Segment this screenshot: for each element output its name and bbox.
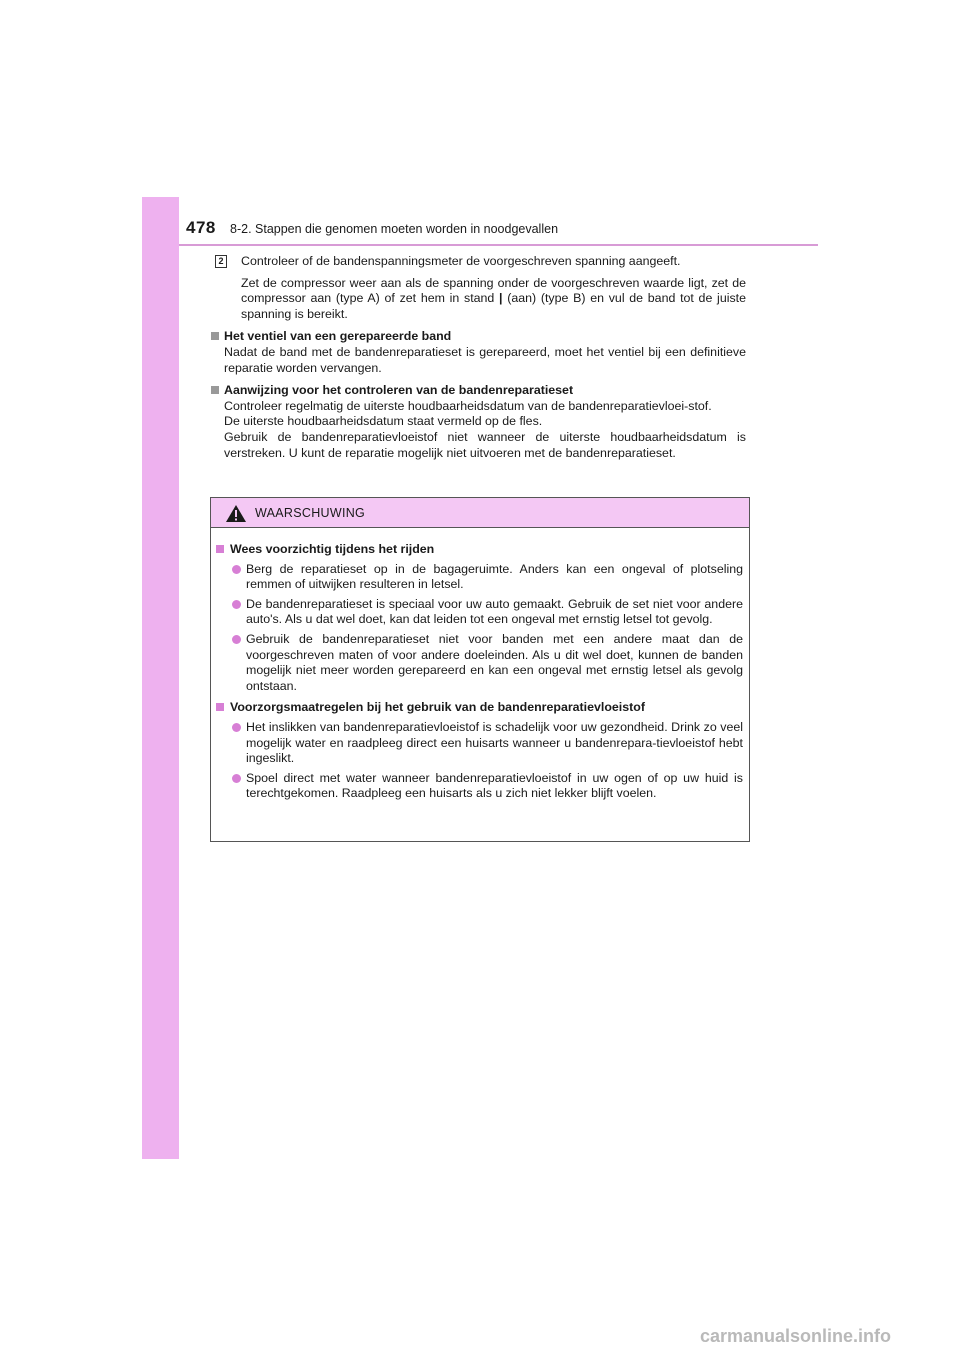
- step-detail-before: Zet de compressor weer aan als de spanning onder de voorgeschreven waarde ligt, zet de compressor aan (type A) of zet hem in stand: [241, 275, 746, 306]
- switch-on-symbol: |: [499, 291, 503, 306]
- header-rule: [179, 244, 818, 246]
- step-text: Controleer of de bandenspanningsmeter de voorgeschreven spanning aangeeft.: [241, 254, 681, 268]
- warning-triangle-icon: [225, 504, 247, 528]
- section-body-check-3: Gebruik de bandenreparatievloeistof niet wanneer de uiterste houdbaarheidsdatum is verstreken. U kunt de reparatie mogelijk niet uitvoeren met de bandenreparatieset.: [224, 429, 746, 460]
- warning-square-icon: [216, 545, 224, 553]
- section-body-check-1: Controleer regelmatig de uiterste houdbaarheidsdatum van de bandenreparatievloei-stof.: [224, 398, 712, 413]
- bullet-dot-icon: [232, 600, 241, 609]
- step-2: [211, 254, 746, 270]
- bullet-dot-icon: [232, 723, 241, 732]
- bullet-dot-icon: [232, 774, 241, 783]
- bullet-dot-icon: [232, 635, 241, 644]
- warning-bullet: [216, 632, 743, 694]
- section-body-valve: Nadat de band met de bandenreparatieset is gerepareerd, moet het ventiel bij een definitieve reparatie worden vervangen.: [224, 344, 746, 375]
- section-title: 8-2. Stappen die genomen moeten worden in noodgevallen: [230, 222, 559, 236]
- warning-box: [210, 497, 750, 842]
- warning-group-title: Voorzorgsmaatregelen bij het gebruik van de bandenreparatievloeistof: [230, 700, 645, 715]
- section-square-icon: [211, 332, 219, 340]
- warning-bullet: [216, 771, 743, 802]
- main-content: [211, 254, 746, 461]
- warning-square-icon: [216, 703, 224, 711]
- step-detail: [211, 276, 746, 323]
- bullet-text: De bandenreparatieset is speciaal voor uw auto gemaakt. Gebruik de set niet voor andere auto's. Als u dat wel doet, kan dat leiden tot een ongeval met ernstig letsel tot gevolg.: [246, 596, 743, 627]
- warning-group-heading: [216, 700, 743, 716]
- page-number: 478: [186, 218, 216, 237]
- bullet-dot-icon: [232, 565, 241, 574]
- step-number: 2: [215, 255, 227, 268]
- bullet-text: Spoel direct met water wanneer bandenreparatievloeistof in uw ogen of op uw huid is terechtgekomen. Raadpleeg een huisarts als u zich niet lekker blijft voelen.: [246, 770, 743, 801]
- warning-bullet: [216, 562, 743, 593]
- section-title-text: Het ventiel van een gerepareerde band: [224, 329, 452, 344]
- warning-group-heading: [216, 542, 743, 558]
- section-body-check-2: De uiterste houdbaarheidsdatum staat vermeld op de fles.: [224, 414, 543, 429]
- bullet-text: Gebruik de bandenreparatieset niet voor banden met een andere maat dan de voorgeschreven maten of voor andere doeleinden. Als u dit wel doet, kunnen de banden mogelijk niet meer worden gerepareerd en kan een ongeval met ernstig letsel als gevolg ontstaan.: [246, 631, 743, 693]
- step-detail-after: (aan) (type B) en vul de band tot de juiste spanning is bereikt.: [241, 291, 746, 321]
- warning-bullet: [216, 720, 743, 767]
- watermark-link[interactable]: carmanualsonline.info: [700, 1326, 892, 1346]
- warning-header: [211, 498, 749, 528]
- section-title-text: Aanwijzing voor het controleren van de bandenreparatieset: [224, 383, 574, 398]
- warning-body: [211, 528, 749, 802]
- bullet-text: Het inslikken van bandenreparatievloeistof is schadelijk voor uw gezondheid. Drink zo veel mogelijk water en raadpleeg direct een huisarts wanneer u bandenrepara-tievloeistof hebt ingeslikt.: [246, 719, 743, 766]
- chapter-side-band: [142, 197, 179, 1159]
- bullet-text: Berg de reparatieset op in de bagageruimte. Anders kan een ongeval of plotseling remmen of uitwijken resulteren in letsel.: [246, 561, 743, 592]
- section-heading-check: [211, 383, 746, 399]
- warning-title: WAARSCHUWING: [255, 506, 366, 520]
- section-square-icon: [211, 386, 219, 394]
- warning-group-title: Wees voorzichtig tijdens het rijden: [230, 542, 435, 556]
- section-heading-valve: [211, 329, 746, 345]
- warning-bullet: [216, 597, 743, 628]
